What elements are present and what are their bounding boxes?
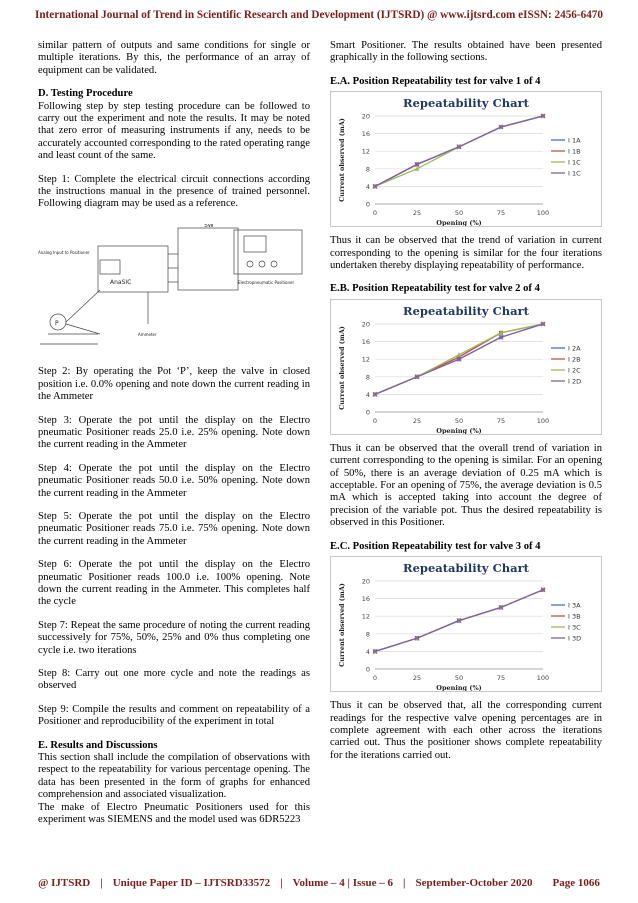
testing-paragraph: Following step by step testing procedure can be followed to carry out the experiment and note the results. It may be noted that zero error of measuring instruments if any, needs to be accurately accounted corresponding to the rated operating range and least count of the same.	[38, 100, 310, 162]
x-tick-label: 25	[412, 209, 422, 218]
y-tick-label: 12	[361, 355, 370, 364]
y-tick-label: 4	[365, 390, 370, 399]
results-paragraph-1: This section shall include the compilation of observations with respect to the repeatability for various percentage opening. The data has been presented in the form of graphs for enhanced comprehension and associated visualization.	[38, 752, 310, 801]
legend-label: I 1C	[568, 169, 581, 178]
chart-2-svg	[331, 300, 601, 434]
legend-label: I 1B	[568, 147, 581, 156]
step-8: Step 8: Carry out one more cycle and note the readings as observed	[38, 668, 310, 692]
y-tick-label: 12	[361, 147, 370, 156]
figure-1-title: E.A. Position Repeatability test for valve 1 of 4	[330, 75, 541, 87]
footer-volume: Volume – 4 | Issue – 6	[292, 877, 394, 889]
testing-heading: D. Testing Procedure	[38, 88, 133, 100]
results-heading: E. Results and Discussions	[38, 739, 158, 751]
y-tick-label: 8	[365, 630, 370, 639]
diagram-label-sw: SW	[204, 223, 214, 229]
step-3: Step 3: Operate the pot until the display on the Electro pneumatic Positioner reads 25.0 i.e. 25% opening. Note down the current reading in the Ammeter	[38, 414, 310, 451]
y-tick-label: 12	[361, 612, 370, 621]
diagram-label-positioner: Electropneumatic Positioner	[238, 279, 295, 285]
x-tick-label: 0	[372, 674, 378, 683]
y-axis-label: Current observed (mA)	[338, 118, 346, 203]
right-column	[330, 40, 602, 773]
x-axis-label: Opening (%)	[436, 426, 482, 434]
y-tick-label: 16	[361, 337, 370, 346]
x-tick-label: 0	[372, 209, 378, 218]
y-axis-label: Current observed (mA)	[338, 325, 346, 410]
journal-header: International Journal of Trend in Scientific Research and Development (IJTSRD) @ www.ijtsrd.com eISSN: 2456-6470	[34, 9, 603, 21]
step-2: Step 2: By operating the Pot ‘P’, keep the valve in closed position i.e. 0.0% opening and note down the current reading in the Ammeter	[38, 366, 310, 403]
right-intro-paragraph: Smart Positioner. The results obtained have been presented graphically in the following sections.	[330, 40, 602, 64]
x-tick-label: 0	[372, 416, 378, 425]
step-9: Step 9: Compile the results and comment on repeatability of a Positioner and reproducibility of the experiment in total	[38, 703, 310, 728]
y-tick-label: 0	[365, 665, 370, 674]
diagram-label-analog-input: Analog Input to Positioner	[38, 249, 90, 255]
diagram-label-pot: P	[55, 319, 59, 327]
figure-2-discussion: Thus it can be observed that the overall trend of variation in current corresponding to the opening is similar. For an opening of 50%, there is an average deviation of 0.25 mA which is acceptable. For an opening of 75%, the average deviation is 0.5 mA which is accepted taking into account the degree of precision of the variable pot. Thus the desired repeatability is observed in this Positioner.	[330, 442, 602, 529]
legend-label: I 3C	[568, 623, 581, 632]
footer-paper-id: Unique Paper ID – IJTSRD33572	[112, 877, 271, 889]
step-5: Step 5: Operate the pot until the display on the Electro pneumatic Positioner reads 75.0 i.e. 75% opening. Note down the current reading in the Ammeter	[38, 510, 310, 547]
figure-2-title: E.B. Position Repeatability test for valve 2 of 4	[330, 283, 540, 295]
footer-page: Page 1066	[552, 877, 600, 889]
y-tick-label: 20	[361, 112, 370, 121]
step-7: Step 7: Repeat the same procedure of noting the current reading successively for 75%, 50%, 25% and 0% thus completing one cycle i.e. two iterations	[38, 619, 310, 656]
x-tick-label: 50	[454, 416, 464, 425]
chart-2	[330, 299, 602, 435]
x-axis-label: Opening (%)	[436, 219, 482, 227]
circuit-diagram	[38, 224, 310, 352]
y-axis-label: Current observed (mA)	[338, 583, 346, 667]
legend-label: I 2A	[568, 344, 581, 353]
legend-label: I 3B	[568, 612, 581, 621]
legend-label: I 2D	[568, 377, 582, 386]
legend-label: I 3D	[568, 634, 582, 643]
x-tick-label: 25	[412, 674, 422, 683]
results-paragraph-2: The make of Electro Pneumatic Positioners used for this experiment was SIEMENS and the model used was 6DR5223	[38, 801, 310, 826]
figure-3-title: E.C. Position Repeatability test for valve 3 of 4	[330, 540, 541, 552]
x-tick-label: 100	[536, 416, 550, 425]
footer-journal: @ IJTSRD	[38, 877, 91, 889]
x-tick-label: 75	[496, 416, 506, 425]
x-tick-label: 50	[454, 674, 464, 683]
y-tick-label: 8	[365, 373, 370, 382]
legend-label: I 1C	[568, 158, 581, 167]
chart-title: Repeatability Chart	[403, 96, 529, 111]
page-footer: @ IJTSRD | Unique Paper ID – IJTSRD33572 | Volume – 4 | Issue – 6 | September-October 2020 Page 1066	[38, 877, 600, 889]
chart-3	[330, 556, 602, 692]
figure-1-discussion: Thus it can be observed that the trend of variation in current corresponding to the opening is similar for the four iterations undertaken thereby displaying repeatability of performance.	[330, 235, 602, 272]
chart-title: Repeatability Chart	[403, 561, 529, 576]
left-column	[38, 40, 310, 837]
intro-paragraph: similar pattern of outputs and same conditions for single or multiple iterations. By this, the performance of an array of equipment can be validated.	[38, 40, 310, 76]
y-tick-label: 4	[365, 183, 370, 192]
x-tick-label: 100	[536, 209, 550, 218]
y-tick-label: 8	[365, 165, 370, 174]
y-tick-label: 16	[361, 595, 370, 604]
chart-3-svg	[331, 557, 601, 691]
step-6: Step 6: Operate the pot until the display on the Electro pneumatic Positioner reads 100.0 i.e. 100% opening. Note down the current reading in the Ammeter. This completes half the cycle	[38, 559, 310, 608]
chart-title: Repeatability Chart	[403, 303, 529, 318]
x-tick-label: 75	[496, 209, 506, 218]
x-tick-label: 25	[412, 416, 422, 425]
legend-label: I 2B	[568, 355, 581, 364]
y-tick-label: 20	[361, 577, 370, 586]
figure-3-discussion: Thus it can be observed that, all the corresponding current readings for the respective valve opening percentages are in complete agreement with each other across the iterations carried out. Thus the positioner shows complete repeatability for the iterations carried out.	[330, 700, 602, 761]
y-tick-label: 0	[365, 408, 370, 417]
x-tick-label: 100	[536, 674, 550, 683]
x-tick-label: 75	[496, 674, 506, 683]
footer-date: September-October 2020	[415, 877, 533, 889]
x-axis-label: Opening (%)	[436, 684, 482, 692]
chart-1	[330, 91, 602, 227]
step-4: Step 4: Operate the pot until the display on the Electro pneumatic Positioner reads 50.0 i.e. 50% opening. Note down the current reading in the Ammeter	[38, 462, 310, 499]
y-tick-label: 0	[365, 200, 370, 209]
x-tick-label: 50	[454, 209, 464, 218]
y-tick-label: 20	[361, 320, 370, 329]
diagram-label-ammeter: Ammeter	[138, 331, 157, 337]
diagram-label-anasic: AnaSIC	[110, 278, 132, 286]
chart-1-svg	[331, 92, 601, 226]
legend-label: I 3A	[568, 601, 581, 610]
y-tick-label: 4	[365, 647, 370, 656]
legend-label: I 2C	[568, 366, 581, 375]
y-tick-label: 16	[361, 130, 370, 139]
legend-label: I 1A	[568, 136, 581, 145]
step-1: Step 1: Complete the electrical circuit connections according the instructions manual in the presence of trained personnel. Following diagram may be used as a reference.	[38, 173, 310, 210]
